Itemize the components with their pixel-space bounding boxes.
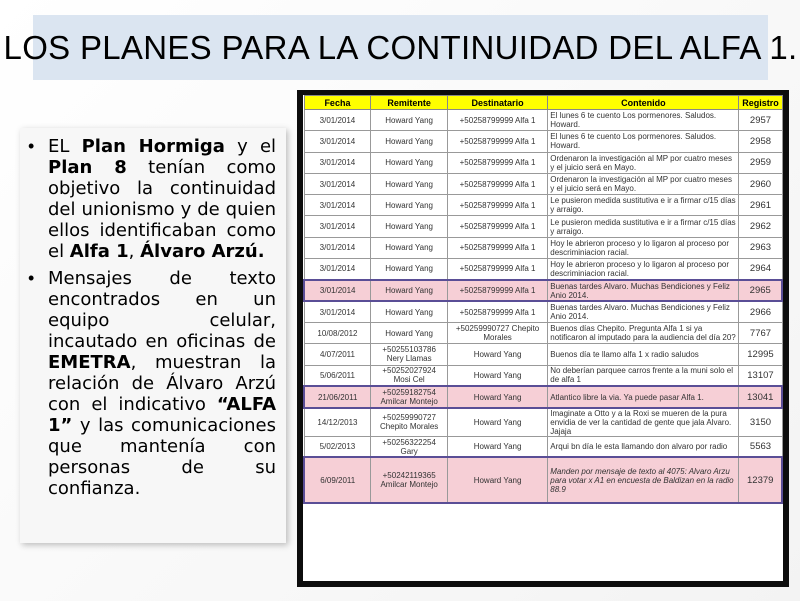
cell-registro: 2957: [739, 110, 782, 131]
messages-table-frame: [297, 90, 789, 587]
cell-remitente: Howard Yang: [371, 259, 447, 280]
table-row: [304, 152, 782, 173]
bullet-1-part: ,: [128, 241, 141, 262]
cell-fecha: 10/08/2012: [304, 322, 371, 343]
table-row: [304, 408, 782, 437]
bullet-1-alvaro-arzu: Álvaro Arzú.: [140, 241, 265, 262]
cell-destinatario: +50258799999 Alfa 1: [447, 259, 547, 280]
cell-contenido: Manden por mensaje de texto al 4075: Alvaro Arzu para votar x A1 en encuesta de Baldizan en la radio 88.9: [548, 457, 739, 503]
table-body: [304, 110, 782, 504]
cell-remitente: Howard Yang: [371, 237, 447, 258]
cell-registro: 2965: [739, 280, 782, 301]
bullet-marker-icon: •: [28, 268, 35, 288]
cell-contenido: Buenos día te llamo alfa 1 x radio saludos: [548, 344, 739, 365]
table-row: [304, 110, 782, 131]
cell-destinatario: +50258799999 Alfa 1: [447, 173, 547, 194]
cell-fecha: 4/07/2011: [304, 344, 371, 365]
cell-destinatario: +50258799999 Alfa 1: [447, 110, 547, 131]
bullet-text-2: [48, 268, 276, 499]
header-contenido: Contenido: [548, 96, 739, 110]
header-remitente: Remitente: [371, 96, 447, 110]
bullet-2-emetra: EMETRA: [48, 352, 131, 373]
bullet-1-plan-hormiga: Plan Hormiga: [81, 136, 225, 157]
cell-registro: 5563: [739, 436, 782, 457]
cell-destinatario: Howard Yang: [447, 386, 547, 407]
cell-fecha: 3/01/2014: [304, 280, 371, 301]
bullet-2-part: Mensajes de texto encontrados en un equipo celular, incautado en oficinas de: [48, 268, 276, 352]
table-header-row: [304, 96, 782, 110]
cell-registro: 2966: [739, 301, 782, 322]
bullet-2-part: , muestran la relación de Álvaro Arzú con el indicativo: [48, 352, 276, 415]
cell-registro: 2960: [739, 173, 782, 194]
cell-registro: 12379: [739, 457, 782, 503]
table-row: [304, 322, 782, 343]
cell-contenido: Atlantico libre la via. Ya puede pasar Alfa 1.: [548, 386, 739, 407]
cell-fecha: 3/01/2014: [304, 237, 371, 258]
cell-remitente: +50256322254 Gary: [371, 436, 447, 457]
table-row: [304, 195, 782, 216]
cell-remitente: Howard Yang: [371, 152, 447, 173]
bullet-marker-icon: •: [28, 136, 35, 156]
cell-registro: 3150: [739, 408, 782, 437]
header-fecha: Fecha: [304, 96, 371, 110]
bullet-item-1: [26, 136, 276, 262]
cell-registro: 2962: [739, 216, 782, 237]
cell-destinatario: +50258799999 Alfa 1: [447, 195, 547, 216]
cell-fecha: 14/12/2013: [304, 408, 371, 437]
cell-contenido: Imaginate a Otto y a la Roxi se mueren de la pura envidia de ver la cantidad de gente que jala Alvaro. Jajaja: [548, 408, 739, 437]
cell-registro: 7767: [739, 322, 782, 343]
bullet-panel: [20, 128, 286, 543]
cell-fecha: 3/01/2014: [304, 216, 371, 237]
table-row: [304, 301, 782, 322]
cell-contenido: Le pusieron medida sustitutiva e ir a firmar c/15 días y arraigo.: [548, 195, 739, 216]
cell-remitente: +50255103786 Nery Llamas: [371, 344, 447, 365]
cell-registro: 2958: [739, 131, 782, 152]
cell-contenido: Arqui bn día le esta llamando don alvaro por radio: [548, 436, 739, 457]
cell-contenido: Hoy le abrieron proceso y lo ligaron al proceso por descriminiacion racial.: [548, 259, 739, 280]
table-row: [304, 237, 782, 258]
table-row: [304, 259, 782, 280]
cell-remitente: Howard Yang: [371, 301, 447, 322]
cell-contenido: Le pusieron medida sustitutiva e ir a firmar c/15 días y arraigo.: [548, 216, 739, 237]
cell-contenido: Buenos días Chepito. Pregunta Alfa 1 si ya notificaron al imputado para la audiencia del día 20?: [548, 322, 739, 343]
cell-registro: 2959: [739, 152, 782, 173]
table-row: [304, 280, 782, 301]
cell-fecha: 21/06/2011: [304, 386, 371, 407]
cell-destinatario: +50258799999 Alfa 1: [447, 280, 547, 301]
cell-registro: 2964: [739, 259, 782, 280]
cell-destinatario: +50258799999 Alfa 1: [447, 301, 547, 322]
cell-remitente: +50252027924 Mosi Cel: [371, 365, 447, 386]
cell-remitente: Howard Yang: [371, 195, 447, 216]
header-registro: Registro: [739, 96, 782, 110]
cell-fecha: 3/01/2014: [304, 301, 371, 322]
cell-remitente: Howard Yang: [371, 110, 447, 131]
cell-contenido: Buenas tardes Alvaro. Muchas Bendiciones y Feliz Anio 2014.: [548, 301, 739, 322]
cell-fecha: 5/02/2013: [304, 436, 371, 457]
table-row: [304, 386, 782, 407]
cell-fecha: 5/06/2011: [304, 365, 371, 386]
table-row: [304, 131, 782, 152]
title-banner: [3, 15, 798, 80]
bullet-2-alfa-1: “ALFA 1”: [48, 394, 276, 436]
header-destinatario: Destinatario: [447, 96, 547, 110]
cell-remitente: Howard Yang: [371, 280, 447, 301]
cell-remitente: +50259182754 Amilcar Montejo: [371, 386, 447, 407]
table-row: [304, 173, 782, 194]
table-row: [304, 344, 782, 365]
slide-title: LOS PLANES PARA LA CONTINUIDAD DEL ALFA 1.: [3, 28, 798, 66]
cell-fecha: 3/01/2014: [304, 195, 371, 216]
cell-fecha: 3/01/2014: [304, 131, 371, 152]
cell-destinatario: Howard Yang: [447, 457, 547, 503]
cell-registro: 13107: [739, 365, 782, 386]
bullet-1-alfa-1: Alfa 1: [69, 241, 129, 262]
cell-fecha: 3/01/2014: [304, 152, 371, 173]
bullet-1-part: tenían como objetivo la continuidad del unionismo y de quien ellos identificaban como el: [48, 157, 276, 262]
cell-remitente: Howard Yang: [371, 322, 447, 343]
cell-destinatario: +50258799999 Alfa 1: [447, 237, 547, 258]
cell-fecha: 3/01/2014: [304, 173, 371, 194]
bullet-text-1: [48, 136, 276, 262]
cell-fecha: 3/01/2014: [304, 259, 371, 280]
cell-remitente: +50242119365 Amilcar Montejo: [371, 457, 447, 503]
bullet-1-part: y el: [224, 136, 277, 157]
table-row: [304, 436, 782, 457]
cell-remitente: Howard Yang: [371, 216, 447, 237]
cell-destinatario: Howard Yang: [447, 365, 547, 386]
cell-contenido: Buenas tardes Alvaro. Muchas Bendiciones y Feliz Anio 2014.: [548, 280, 739, 301]
cell-destinatario: Howard Yang: [447, 408, 547, 437]
cell-contenido: Hoy le abrieron proceso y lo ligaron al proceso por descriminiacion racial.: [548, 237, 739, 258]
bullet-item-2: [26, 268, 276, 499]
bullet-2-part: y las comunicaciones que mantenía con personas de su confianza.: [48, 415, 276, 499]
bullet-1-plan-8: Plan 8: [48, 157, 127, 178]
messages-table: [303, 95, 783, 504]
cell-destinatario: +50258799999 Alfa 1: [447, 216, 547, 237]
cell-destinatario: +50259990727 Chepito Morales: [447, 322, 547, 343]
cell-destinatario: Howard Yang: [447, 436, 547, 457]
table-row: [304, 457, 782, 503]
cell-contenido: El lunes 6 te cuento Los pormenores. Saludos. Howard.: [548, 110, 739, 131]
cell-registro: 2961: [739, 195, 782, 216]
cell-contenido: Ordenaron la investigación al MP por cuatro meses y el juicio será en Mayo.: [548, 173, 739, 194]
cell-contenido: No deberían parquee carros frente a la muni solo el de alfa 1: [548, 365, 739, 386]
cell-fecha: 6/09/2011: [304, 457, 371, 503]
cell-registro: 13041: [739, 386, 782, 407]
cell-registro: 12995: [739, 344, 782, 365]
bullet-1-part: EL: [48, 136, 82, 157]
cell-fecha: 3/01/2014: [304, 110, 371, 131]
messages-table-container: [303, 95, 783, 581]
cell-destinatario: +50258799999 Alfa 1: [447, 152, 547, 173]
cell-registro: 2963: [739, 237, 782, 258]
cell-contenido: El lunes 6 te cuento Los pormenores. Saludos. Howard.: [548, 131, 739, 152]
cell-destinatario: +50258799999 Alfa 1: [447, 131, 547, 152]
cell-remitente: Howard Yang: [371, 173, 447, 194]
cell-destinatario: Howard Yang: [447, 344, 547, 365]
cell-contenido: Ordenaron la investigación al MP por cuatro meses y el juicio será en Mayo.: [548, 152, 739, 173]
table-row: [304, 216, 782, 237]
table-row: [304, 365, 782, 386]
cell-remitente: Howard Yang: [371, 131, 447, 152]
cell-remitente: +50259990727 Chepito Morales: [371, 408, 447, 437]
